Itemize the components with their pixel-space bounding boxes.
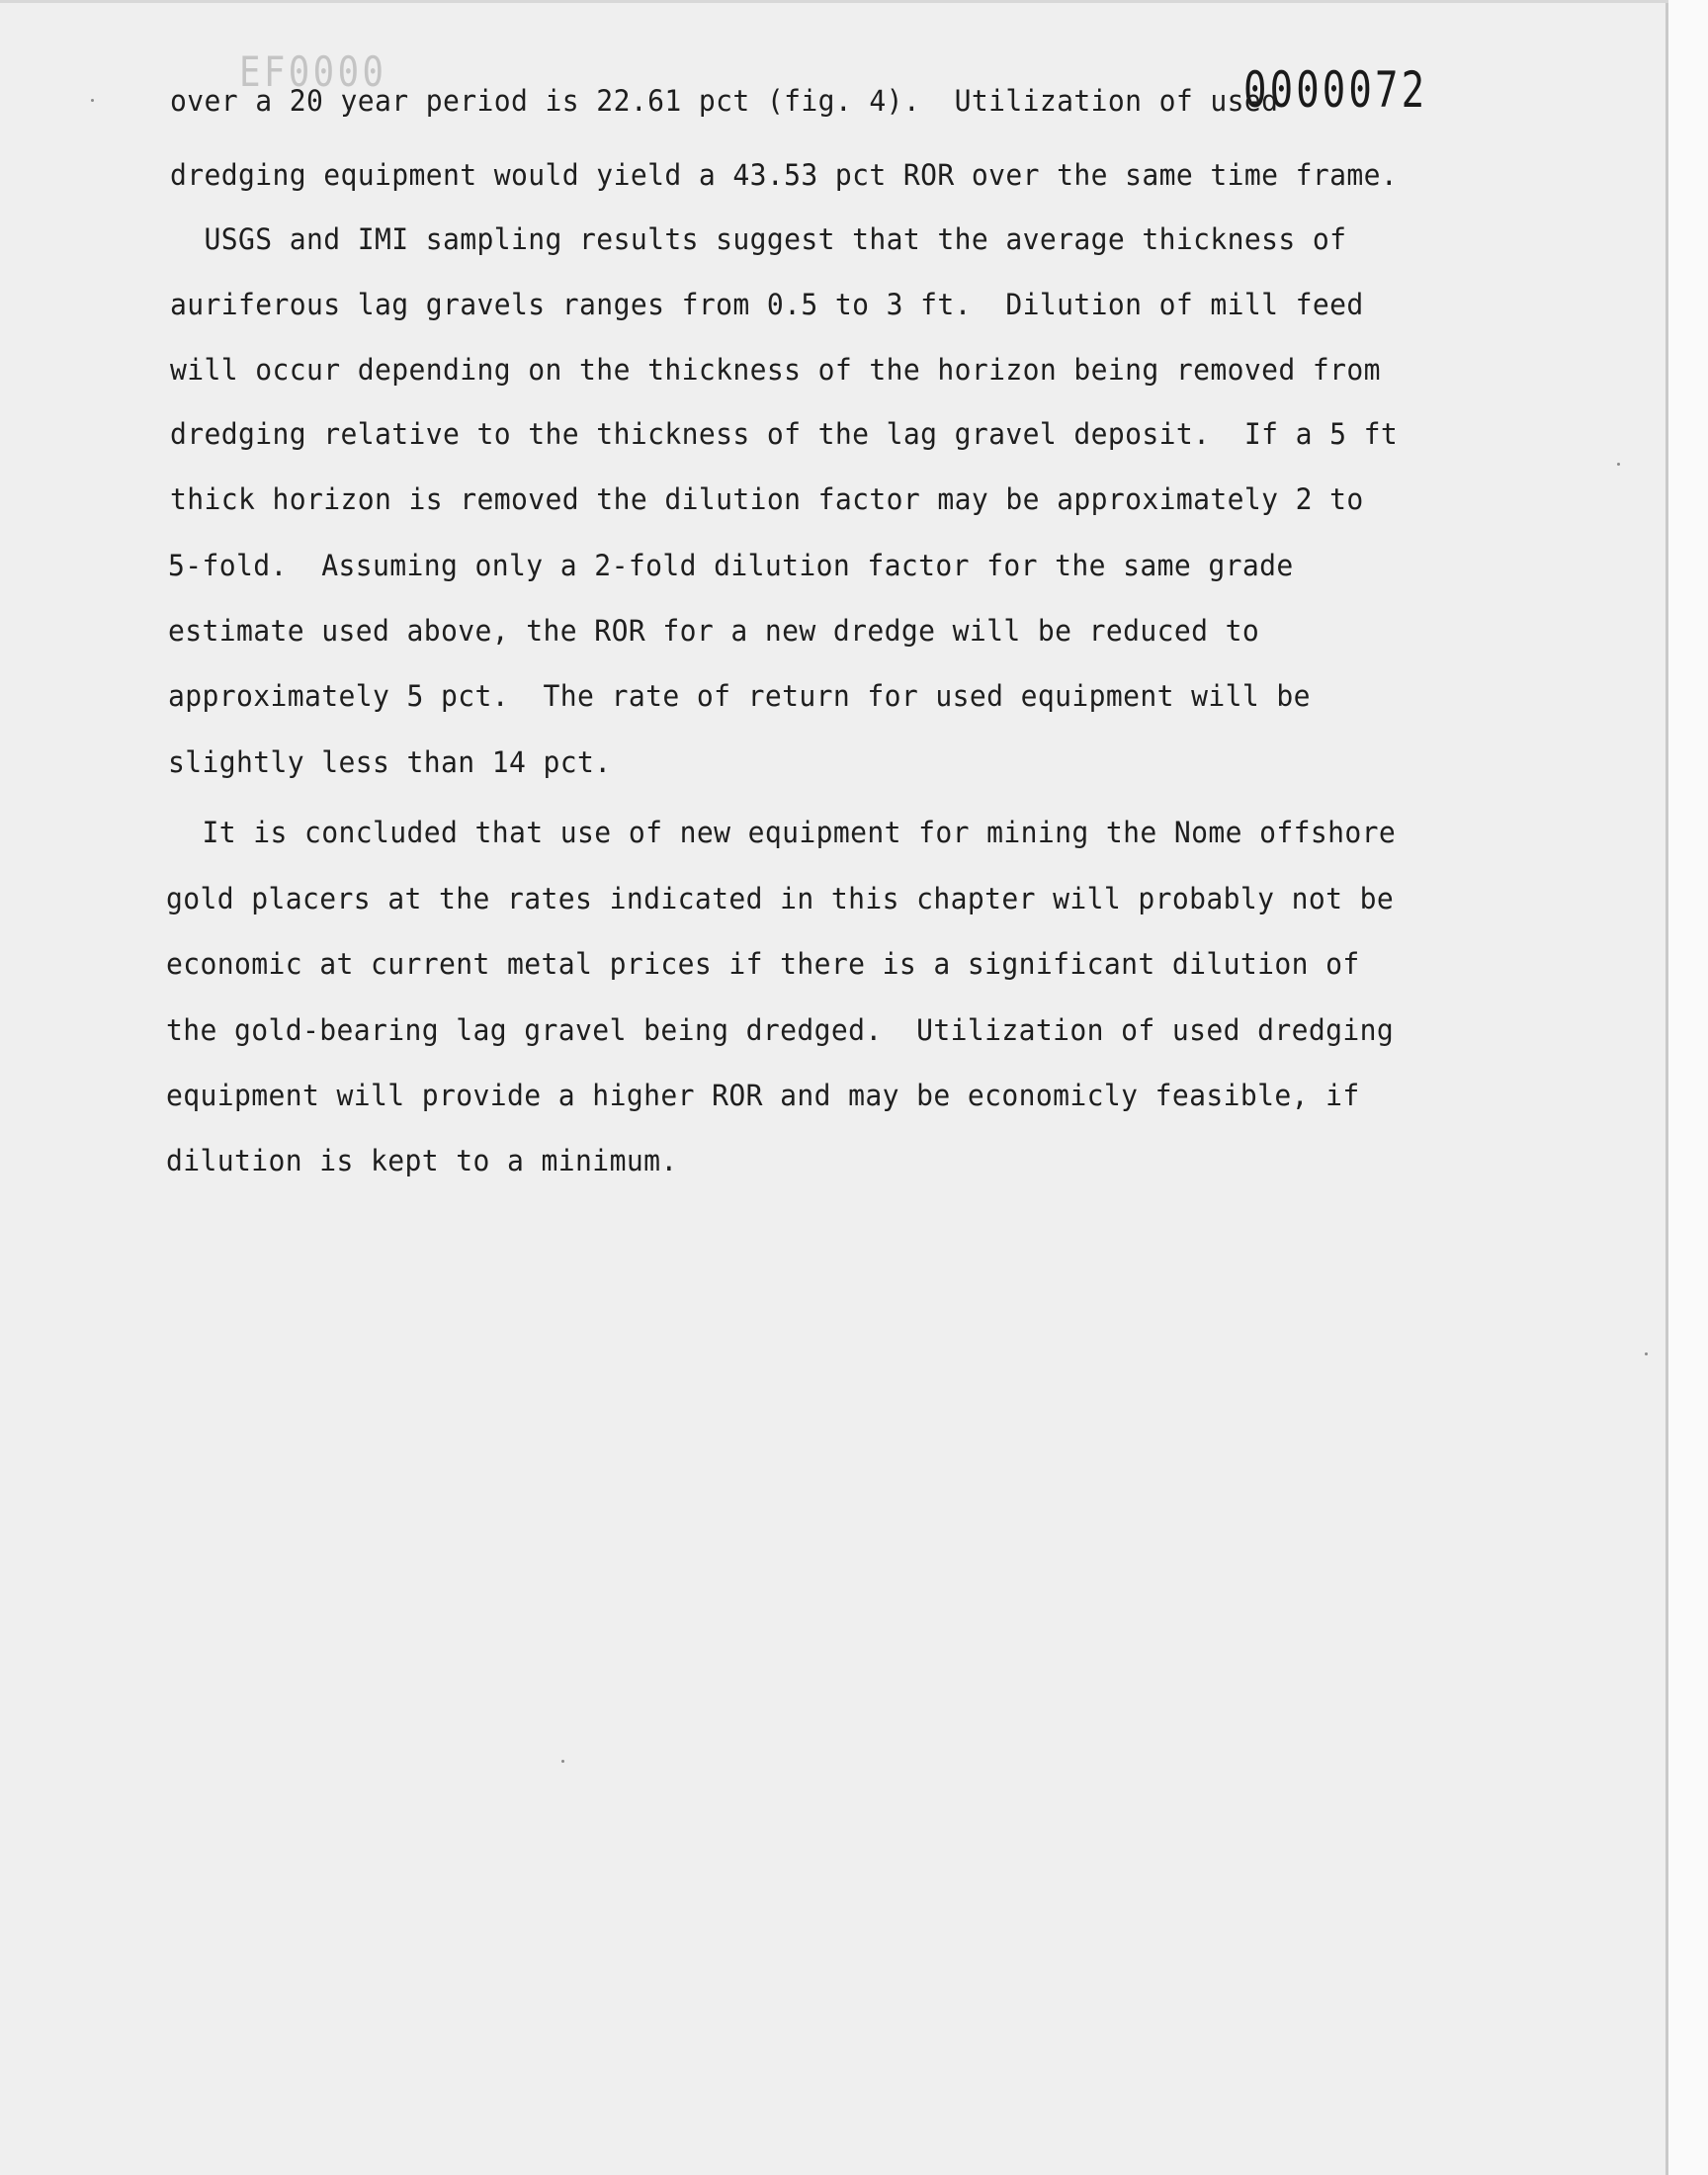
text-line: 5-fold. Assuming only a 2-fold dilution factor for the same grade xyxy=(168,549,1294,582)
text-line: dredging equipment would yield a 43.53 pct ROR over the same time frame. xyxy=(170,158,1399,192)
scan-speck xyxy=(91,99,94,102)
text-line: over a 20 year period is 22.61 pct (fig. 4). Utilization of used xyxy=(170,84,1279,118)
text-line: gold placers at the rates indicated in this chapter will probably not be xyxy=(166,882,1395,915)
paragraph-start-line: USGS and IMI sampling results suggest that the average thickness of xyxy=(170,222,1347,256)
text-line: thick horizon is removed the dilution factor may be approximately 2 to xyxy=(170,482,1364,516)
text-line: the gold-bearing lag gravel being dredged. Utilization of used dredging xyxy=(166,1013,1395,1047)
text-line: dredging relative to the thickness of the lag gravel deposit. If a 5 ft xyxy=(170,417,1399,451)
text-line: will occur depending on the thickness of the horizon being removed from xyxy=(170,353,1381,387)
scan-edge xyxy=(0,0,1668,3)
page-number-stamp: 0000072 xyxy=(1243,61,1428,119)
scan-margin xyxy=(1668,0,1708,2175)
text-line: auriferous lag gravels ranges from 0.5 to 3 ft. Dilution of mill feed xyxy=(170,288,1364,321)
scan-speck xyxy=(1645,1352,1648,1355)
scan-speck xyxy=(561,1760,564,1763)
text-line: approximately 5 pct. The rate of return for used equipment will be xyxy=(168,679,1311,713)
faint-stamp-id: EF0000 xyxy=(239,47,387,96)
text-line: estimate used above, the ROR for a new dredge will be reduced to xyxy=(168,614,1260,648)
text-line: economic at current metal prices if there is a significant dilution of xyxy=(166,947,1360,981)
text-line: slightly less than 14 pct. xyxy=(168,745,612,779)
scan-speck xyxy=(1617,463,1620,466)
text-line: dilution is kept to a minimum. xyxy=(166,1144,678,1177)
text-line: equipment will provide a higher ROR and may be economicly feasible, if xyxy=(166,1079,1360,1112)
paragraph-start-line: It is concluded that use of new equipment for mining the Nome offshore xyxy=(168,816,1397,849)
